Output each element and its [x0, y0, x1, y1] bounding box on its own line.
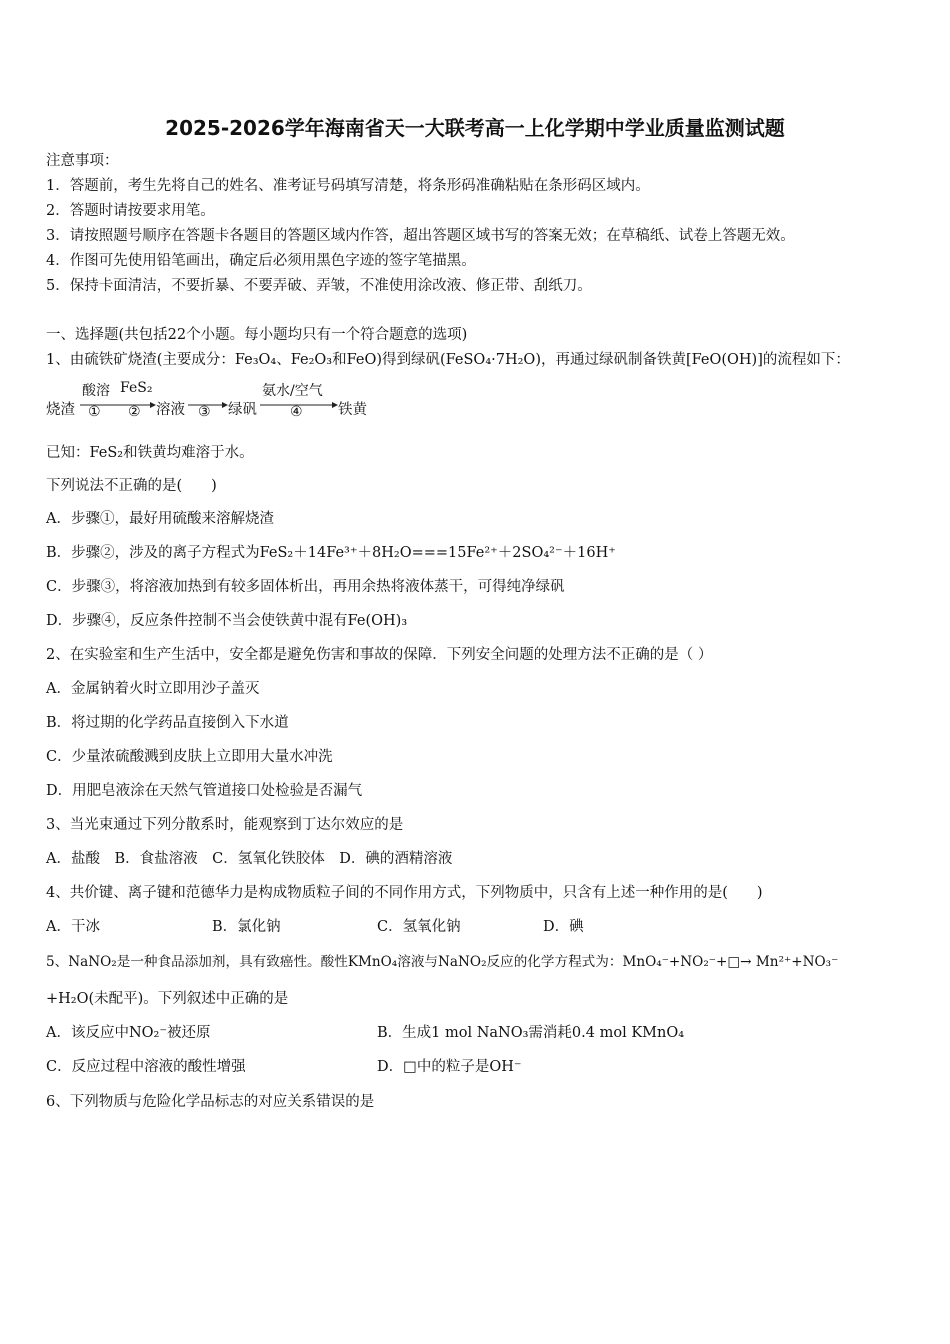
notice-item: 1．答题前，考生先将自己的姓名、准考证号码填写清楚，将条形码准确粘贴在条形码区域内。 [46, 178, 650, 194]
q5-stem-line1: 5、NaNO₂是一种食品添加剂，具有致癌性。酸性KMnO₄溶液与NaNO₂反应的化学方程式为：MnO₄⁻+NO₂⁻+□→ Mn²⁺+NO₃⁻ [46, 954, 839, 970]
q1-flow-diagram [46, 380, 466, 420]
flow-label-ammonia: 氨水/空气 [262, 383, 323, 399]
notice-item: 2．答题时请按要求用笔。 [46, 203, 215, 219]
q4-option-c: C．氢氧化钠 [377, 919, 461, 935]
flow-step-1: ① [88, 404, 101, 420]
q1-option-c: C．步骤③，将溶液加热到有较多固体析出，再用余热将液体蒸干，可得纯净绿矾 [46, 579, 565, 595]
flow-node-iron-yellow: 铁黄 [338, 402, 367, 418]
q3-stem: 3、当光束通过下列分散系时，能观察到丁达尔效应的是 [46, 817, 404, 833]
q4-option-d: D．碘 [543, 919, 584, 935]
flow-node-solution: 溶液 [156, 402, 185, 418]
q2-option-a: A．金属钠着火时立即用沙子盖灭 [46, 681, 260, 697]
q4-stem: 4、共价键、离子键和范德华力是构成物质粒子间的不同作用方式，下列物质中，只含有上述一种作用的是( ) [46, 885, 763, 901]
notice-item: 5．保持卡面清洁，不要折暴、不要弄破、弄皱，不准使用涂改液、修正带、刮纸刀。 [46, 278, 592, 294]
notice-heading: 注意事项： [46, 153, 119, 169]
q4-option-b: B．氯化钠 [212, 919, 281, 935]
q3-options: A．盐酸 B．食盐溶液 C．氢氧化铁胶体 D．碘的酒精溶液 [46, 851, 453, 867]
q1-known: 已知：FeS₂和铁黄均难溶于水。 [46, 445, 254, 461]
notice-item: 4．作图可先使用铅笔画出，确定后必须用黑色字迹的签字笔描黑。 [46, 253, 476, 269]
page-title: 2025-2026学年海南省天一大联考高一上化学期中学业质量监测试题 [165, 116, 785, 140]
q2-option-c: C．少量浓硫酸溅到皮肤上立即用大量水冲洗 [46, 749, 333, 765]
q1-ask: 下列说法不正确的是( ) [46, 478, 217, 494]
q1-option-b: B．步骤②，涉及的离子方程式为FeS₂＋14Fe³⁺＋8H₂O===15Fe²⁺＋2SO₄²⁻＋16H⁺ [46, 545, 616, 561]
q2-option-d: D．用肥皂液涂在天然气管道接口处检验是否漏气 [46, 783, 363, 799]
q5-option-c: C．反应过程中溶液的酸性增强 [46, 1059, 246, 1075]
flow-node-slag: 烧渣 [46, 402, 75, 418]
q6-stem: 6、下列物质与危险化学品标志的对应关系错误的是 [46, 1094, 375, 1110]
q5-option-d: D．□中的粒子是OH⁻ [377, 1059, 522, 1075]
q5-option-b: B．生成1 mol NaNO₃需消耗0.4 mol KMnO₄ [377, 1025, 685, 1041]
q1-option-a: A．步骤①，最好用硫酸来溶解烧渣 [46, 511, 274, 527]
q4-option-a: A．干冰 [46, 919, 100, 935]
q5-option-a: A．该反应中NO₂⁻被还原 [46, 1025, 211, 1041]
flow-label-fes2: FeS₂ [120, 380, 153, 396]
q5-stem-line2: +H₂O(未配平)。下列叙述中正确的是 [46, 991, 289, 1007]
flow-step-2: ② [128, 404, 141, 420]
q2-option-b: B．将过期的化学药品直接倒入下水道 [46, 715, 289, 731]
q1-stem: 1、由硫铁矿烧渣(主要成分：Fe₃O₄、Fe₂O₃和FeO)得到绿矾(FeSO₄·7H₂O)，再通过绿矾制备铁黄[FeO(OH)]的流程如下： [46, 352, 850, 368]
q1-option-d: D．步骤④，反应条件控制不当会使铁黄中混有Fe(OH)₃ [46, 613, 408, 629]
flow-step-3: ③ [198, 404, 211, 420]
q2-stem: 2、在实验室和生产生活中，安全都是避免伤害和事故的保障．下列安全问题的处理方法不正确的是（ ） [46, 647, 713, 663]
flow-step-4: ④ [290, 404, 303, 420]
flow-node-vitriol: 绿矾 [228, 402, 257, 418]
flow-label-acid: 酸溶 [82, 383, 110, 399]
notice-item: 3．请按照题号顺序在答题卡各题目的答题区域内作答，超出答题区域书写的答案无效；在草稿纸、试卷上答题无效。 [46, 228, 795, 244]
section-heading: 一、选择题(共包括22个小题。每小题均只有一个符合题意的选项) [46, 327, 468, 343]
